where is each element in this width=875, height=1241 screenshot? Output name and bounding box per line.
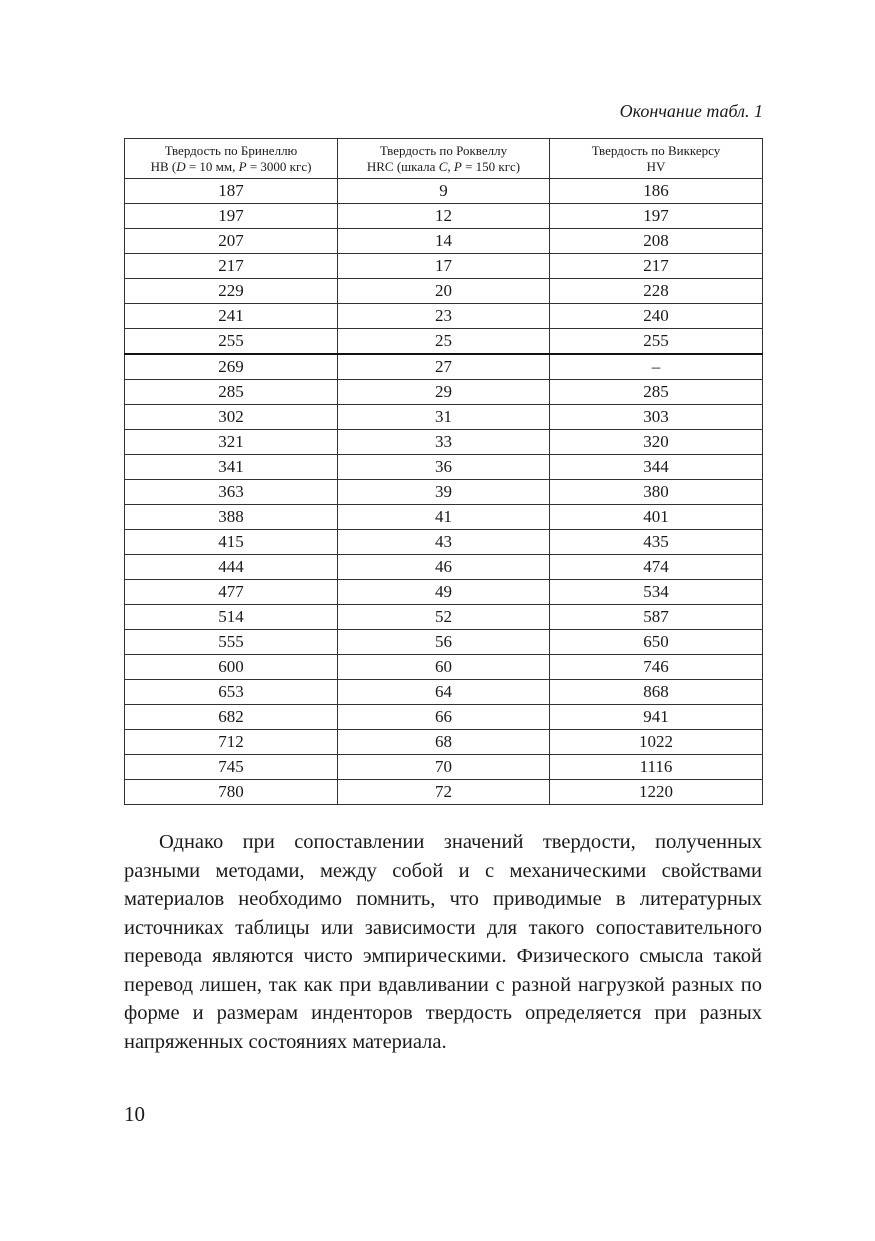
- cell-rockwell: 64: [338, 680, 550, 705]
- cell-brinell: 217: [125, 254, 338, 279]
- cell-brinell: 444: [125, 555, 338, 580]
- table-row: [125, 605, 763, 630]
- cell-vickers: 435: [550, 530, 763, 555]
- cell-vickers: 650: [550, 630, 763, 655]
- table-row: [125, 680, 763, 705]
- cell-rockwell: 56: [338, 630, 550, 655]
- cell-vickers: 303: [550, 405, 763, 430]
- header-vickers: [550, 139, 763, 179]
- table-row: [125, 380, 763, 405]
- cell-vickers: 941: [550, 705, 763, 730]
- cell-brinell: 302: [125, 405, 338, 430]
- table-row: [125, 530, 763, 555]
- cell-vickers: 320: [550, 430, 763, 455]
- cell-vickers: 1022: [550, 730, 763, 755]
- cell-brinell: 745: [125, 755, 338, 780]
- cell-vickers: 255: [550, 329, 763, 355]
- cell-rockwell: 70: [338, 755, 550, 780]
- cell-rockwell: 20: [338, 279, 550, 304]
- table-row: [125, 555, 763, 580]
- table-row: [125, 229, 763, 254]
- cell-vickers: 868: [550, 680, 763, 705]
- table-body: [125, 179, 763, 805]
- table-row: [125, 655, 763, 680]
- cell-brinell: 555: [125, 630, 338, 655]
- table-row: [125, 755, 763, 780]
- cell-brinell: 341: [125, 455, 338, 480]
- cell-vickers: 240: [550, 304, 763, 329]
- header-brinell: [125, 139, 338, 179]
- header-rockwell-title: Твердость по Роквеллу: [379, 142, 508, 158]
- table-row: [125, 480, 763, 505]
- table-row: [125, 204, 763, 229]
- cell-vickers: 344: [550, 455, 763, 480]
- header-brinell-conditions: НВ (D = 10 мм, P = 3000 кгс): [150, 158, 312, 174]
- cell-rockwell: 9: [338, 179, 550, 204]
- cell-brinell: 682: [125, 705, 338, 730]
- table-continuation-caption: Окончание табл. 1: [619, 101, 763, 121]
- cell-brinell: 229: [125, 279, 338, 304]
- cell-rockwell: 49: [338, 580, 550, 605]
- cell-brinell: 187: [125, 179, 338, 204]
- cell-brinell: 477: [125, 580, 338, 605]
- cell-brinell: 255: [125, 329, 338, 355]
- table-row: [125, 304, 763, 329]
- cell-brinell: 285: [125, 380, 338, 405]
- cell-vickers: 1220: [550, 780, 763, 805]
- cell-brinell: 514: [125, 605, 338, 630]
- table-row: [125, 630, 763, 655]
- cell-vickers: 534: [550, 580, 763, 605]
- cell-rockwell: 27: [338, 354, 550, 380]
- cell-rockwell: 60: [338, 655, 550, 680]
- cell-rockwell: 52: [338, 605, 550, 630]
- cell-rockwell: 46: [338, 555, 550, 580]
- cell-vickers: 228: [550, 279, 763, 304]
- table-row: [125, 705, 763, 730]
- cell-brinell: 388: [125, 505, 338, 530]
- cell-rockwell: 36: [338, 455, 550, 480]
- table-row: [125, 455, 763, 480]
- table-row: [125, 179, 763, 204]
- cell-rockwell: 25: [338, 329, 550, 355]
- cell-brinell: 653: [125, 680, 338, 705]
- cell-rockwell: 72: [338, 780, 550, 805]
- cell-rockwell: 14: [338, 229, 550, 254]
- cell-rockwell: 12: [338, 204, 550, 229]
- cell-vickers: 380: [550, 480, 763, 505]
- cell-vickers: 474: [550, 555, 763, 580]
- cell-rockwell: 39: [338, 480, 550, 505]
- cell-brinell: 780: [125, 780, 338, 805]
- cell-rockwell: 33: [338, 430, 550, 455]
- header-rockwell-conditions: HRC (шкала C, P = 150 кгс): [366, 158, 521, 174]
- body-paragraph: Однако при сопоставлении значений твердости, полученных разными методами, между собой и с механическими свойствами материалов необходимо помнить, что приводимые в литературных источниках таблицы или зависимости для такого сопоставительного перевода являются чисто эмпирическими. Физического смысла такой перевод лишен, так как при вдавливании с разной нагрузкой разных по форме и размерам инденторов твердость определяется при разных напряженных состояниях материала.: [124, 831, 762, 1053]
- cell-brinell: 269: [125, 354, 338, 380]
- table-row: [125, 505, 763, 530]
- cell-brinell: 600: [125, 655, 338, 680]
- table-row: [125, 254, 763, 279]
- cell-rockwell: 31: [338, 405, 550, 430]
- cell-brinell: 321: [125, 430, 338, 455]
- cell-vickers: 186: [550, 179, 763, 204]
- table-row: [125, 329, 763, 355]
- cell-rockwell: 23: [338, 304, 550, 329]
- cell-rockwell: 41: [338, 505, 550, 530]
- cell-vickers: 401: [550, 505, 763, 530]
- header-vickers-title: Твердость по Виккерсу: [591, 142, 721, 158]
- table-row: [125, 780, 763, 805]
- header-brinell-title: Твердость по Бринеллю: [164, 142, 298, 158]
- header-rockwell: [338, 139, 550, 179]
- cell-brinell: 197: [125, 204, 338, 229]
- table-row: [125, 730, 763, 755]
- header-vickers-unit: HV: [646, 158, 666, 174]
- hardness-conversion-table: [124, 138, 763, 805]
- cell-vickers: 1116: [550, 755, 763, 780]
- cell-vickers: 197: [550, 204, 763, 229]
- cell-brinell: 363: [125, 480, 338, 505]
- cell-vickers: 746: [550, 655, 763, 680]
- cell-vickers: 217: [550, 254, 763, 279]
- cell-rockwell: 66: [338, 705, 550, 730]
- cell-brinell: 207: [125, 229, 338, 254]
- cell-rockwell: 17: [338, 254, 550, 279]
- cell-vickers: 208: [550, 229, 763, 254]
- cell-vickers: 285: [550, 380, 763, 405]
- cell-vickers: 587: [550, 605, 763, 630]
- table-row: [125, 580, 763, 605]
- table-row: [125, 354, 763, 380]
- cell-brinell: 241: [125, 304, 338, 329]
- table-header-row: [125, 139, 763, 179]
- cell-brinell: 712: [125, 730, 338, 755]
- table-row: [125, 405, 763, 430]
- cell-rockwell: 43: [338, 530, 550, 555]
- table-row: [125, 430, 763, 455]
- cell-rockwell: 29: [338, 380, 550, 405]
- cell-vickers: –: [550, 354, 763, 380]
- page-number: 10: [124, 1102, 145, 1126]
- cell-rockwell: 68: [338, 730, 550, 755]
- cell-brinell: 415: [125, 530, 338, 555]
- table-row: [125, 279, 763, 304]
